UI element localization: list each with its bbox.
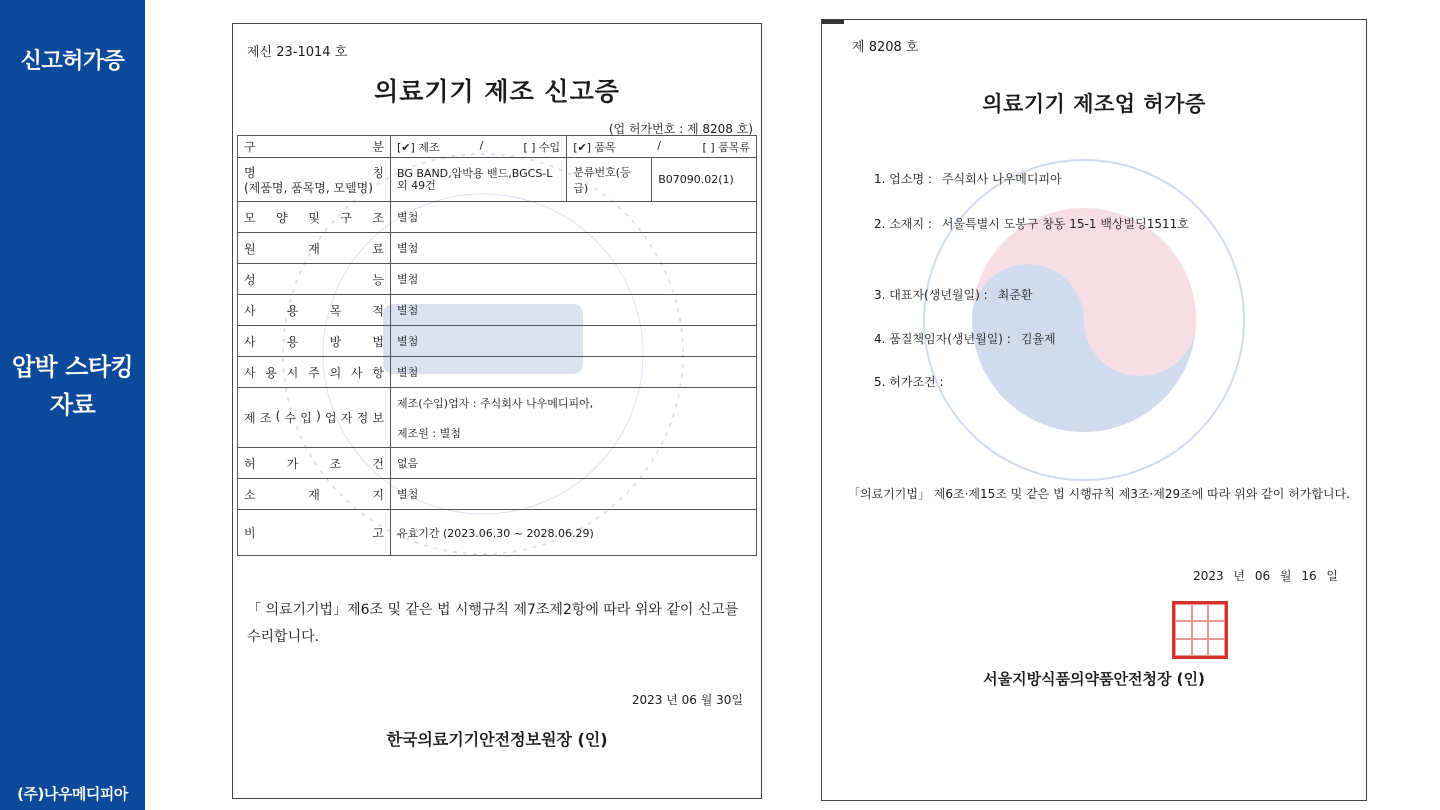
label-char: 재: [308, 487, 320, 502]
label-char: 칭: [372, 165, 384, 180]
row-category: [238, 136, 757, 158]
label-char: 사: [244, 334, 256, 349]
row-value: 별첨: [391, 202, 757, 233]
official-seal-icon: [1172, 601, 1228, 659]
label-char: 적: [372, 303, 384, 318]
row-label-text: [244, 302, 384, 319]
row-value-2: [567, 136, 757, 158]
row-value: 별첨: [391, 295, 757, 326]
label-char: 업: [324, 411, 337, 425]
doc-number: 제 8208 호: [852, 40, 919, 55]
row-value: 별첨: [391, 357, 757, 388]
label-char: 비: [244, 526, 256, 540]
doc-number: 제신 23-1014 호: [247, 45, 348, 60]
label-char: 가: [286, 456, 299, 471]
row-label-text: [244, 455, 384, 472]
import-checkbox: [ ] 수입: [523, 140, 561, 154]
label-char: 소: [244, 487, 256, 502]
label-char: 모: [244, 210, 256, 225]
row-maker: [238, 388, 757, 448]
field-company: [874, 170, 1062, 187]
label-char: 방: [329, 334, 342, 349]
row-label-text: [244, 486, 384, 503]
maker-line2: 제조원 : 별첨: [397, 426, 461, 440]
row-conditions: [238, 448, 757, 479]
license-certificate: [821, 19, 1367, 801]
class-value: B07090.02(1): [652, 158, 757, 202]
label-char: 법: [372, 334, 384, 349]
label-char: 조: [372, 210, 384, 225]
signer: 서울지방식품의약품안전청장 (인): [983, 670, 1205, 688]
statement: 「의료기기법」 제6조·제15조 및 같은 법 시행규칙 제3조·제29조에 따라 위와 같이 허가합니다.: [848, 487, 1350, 501]
row-caution: [238, 357, 757, 388]
row-remarks: [238, 510, 757, 556]
sidebar-section: [0, 348, 145, 424]
label-char: 수: [284, 411, 297, 425]
label-char: 용: [286, 334, 299, 349]
scan-mark: [822, 20, 844, 24]
label-char: 항: [372, 365, 384, 380]
issue-date: 2023 년 06 월 16 일: [1193, 569, 1338, 583]
label-char: 사: [244, 365, 256, 380]
field-label: 1. 업소명 :: [874, 172, 932, 186]
field-value: 주식회사 나우메디피아: [941, 172, 1062, 186]
field-quality-manager: [874, 330, 1056, 347]
row-label: [238, 136, 391, 158]
label-char: 명: [244, 165, 256, 180]
row-label-text: [244, 271, 384, 288]
signer: 한국의료기기안전정보원장 (인): [386, 730, 608, 749]
row-name: [238, 158, 757, 202]
row-value: [391, 388, 757, 448]
row-label: [238, 158, 391, 202]
class-label: 분류번호(등급): [567, 158, 652, 202]
row-value: 별첨: [391, 264, 757, 295]
label-char: 구: [340, 210, 352, 225]
label-char: 지: [372, 487, 384, 502]
label-char: 의: [329, 365, 342, 380]
certificate-table: [237, 135, 757, 556]
field-label: 4. 품질책임자(생년월일) :: [874, 332, 1011, 346]
itemclass-checkbox: [ ] 품목류: [702, 140, 750, 154]
label-char: 정: [356, 411, 369, 425]
row-location: [238, 479, 757, 510]
slash-1: /: [479, 138, 484, 152]
maker-line1: 제조(수입)업자 : 주식회사 나우메디피아,: [397, 396, 594, 410]
row-value: 유효기간 (2023.06.30 ~ 2028.06.29): [391, 510, 757, 556]
label-char: (: [275, 409, 281, 423]
field-value: 김율제: [1020, 332, 1056, 346]
label-char: 목: [329, 303, 342, 318]
label-char: 허: [244, 456, 256, 471]
row-material: [238, 233, 757, 264]
doc-title: 의료기기 제조 신고증: [374, 77, 620, 106]
row-method: [238, 326, 757, 357]
label-char: 보: [372, 411, 384, 425]
label-char: 고: [372, 526, 384, 540]
row-label-text: [244, 524, 384, 541]
row-value: 별첨: [391, 479, 757, 510]
sidebar-section-line1: 압박 스타킹: [11, 353, 134, 381]
doc-title: 의료기기 제조업 허가증: [982, 92, 1206, 116]
field-conditions: [874, 373, 954, 390]
row-value: 없음: [391, 448, 757, 479]
field-value: 서울특별시 도봉구 창동 15-1 백상빌딩1511호: [941, 217, 1189, 231]
label-char: 재: [308, 241, 320, 256]
row-label-text: [244, 409, 384, 426]
label-char: 능: [372, 272, 384, 287]
slash-2: /: [657, 138, 661, 152]
label-char: 주: [308, 365, 320, 380]
row-value: 별첨: [391, 233, 757, 264]
field-representative: [874, 286, 1032, 303]
label-char: ): [316, 409, 321, 423]
label-char: 시: [286, 365, 299, 380]
label-char: 양: [276, 210, 288, 225]
label-char: 조: [329, 456, 342, 471]
row-label-text: [244, 138, 384, 155]
mfg-checkbox: [✔] 제조: [397, 140, 440, 154]
label-char: 입: [300, 411, 312, 425]
field-label: 3. 대표자(생년월일) :: [874, 288, 988, 302]
label-char: 원: [244, 241, 256, 256]
label-char: 및: [308, 210, 320, 225]
row-performance: [238, 264, 757, 295]
row-label-text: [244, 364, 384, 381]
label-char: 성: [244, 272, 256, 287]
field-label: 5. 허가조건 :: [874, 375, 944, 389]
field-value: 최준환: [997, 288, 1033, 302]
statement: 「 의료기기법」제6조 및 같은 법 시행규칙 제7조제2항에 따라 위와 같이 신고를 수리합니다.: [247, 602, 739, 645]
label-char: 자: [340, 411, 353, 425]
label-char: 용: [286, 303, 299, 318]
row-label-sub: (제품명, 품목명, 모델명): [244, 180, 373, 195]
sidebar-section-line2: 자료: [49, 391, 96, 419]
row-label-text: [244, 240, 384, 257]
sidebar: [0, 0, 145, 810]
label-char: 분: [372, 140, 384, 154]
row-label-text: [244, 333, 384, 350]
row-shape: [238, 202, 757, 233]
label-char: 사: [350, 365, 363, 380]
issue-date: 2023 년 06 월 30일: [631, 693, 743, 707]
permit-number: (업 허가번호 : 제 8208 호): [608, 122, 753, 136]
item-checkbox: [✔] 품목: [573, 140, 616, 154]
field-label: 2. 소재지 :: [874, 217, 932, 231]
label-char: 조: [259, 411, 272, 425]
report-certificate: [232, 23, 762, 799]
label-char: 건: [372, 456, 384, 471]
sidebar-title: 신고허가증: [20, 49, 125, 74]
row-value: 별첨: [391, 326, 757, 357]
row-label-text: [244, 209, 384, 226]
row-label-text: [244, 164, 384, 181]
label-char: 료: [372, 241, 384, 256]
label-char: 구: [244, 140, 256, 154]
field-address: [874, 215, 1189, 232]
label-char: 사: [244, 303, 256, 318]
label-char: 용: [265, 365, 277, 380]
product-name: BG BAND,압박용 밴드,BGCS-L 외 49건: [391, 158, 567, 202]
company-name: (주)나우메디피아: [17, 785, 128, 803]
row-purpose: [238, 295, 757, 326]
label-char: 제: [244, 411, 256, 425]
row-value: [391, 136, 567, 158]
